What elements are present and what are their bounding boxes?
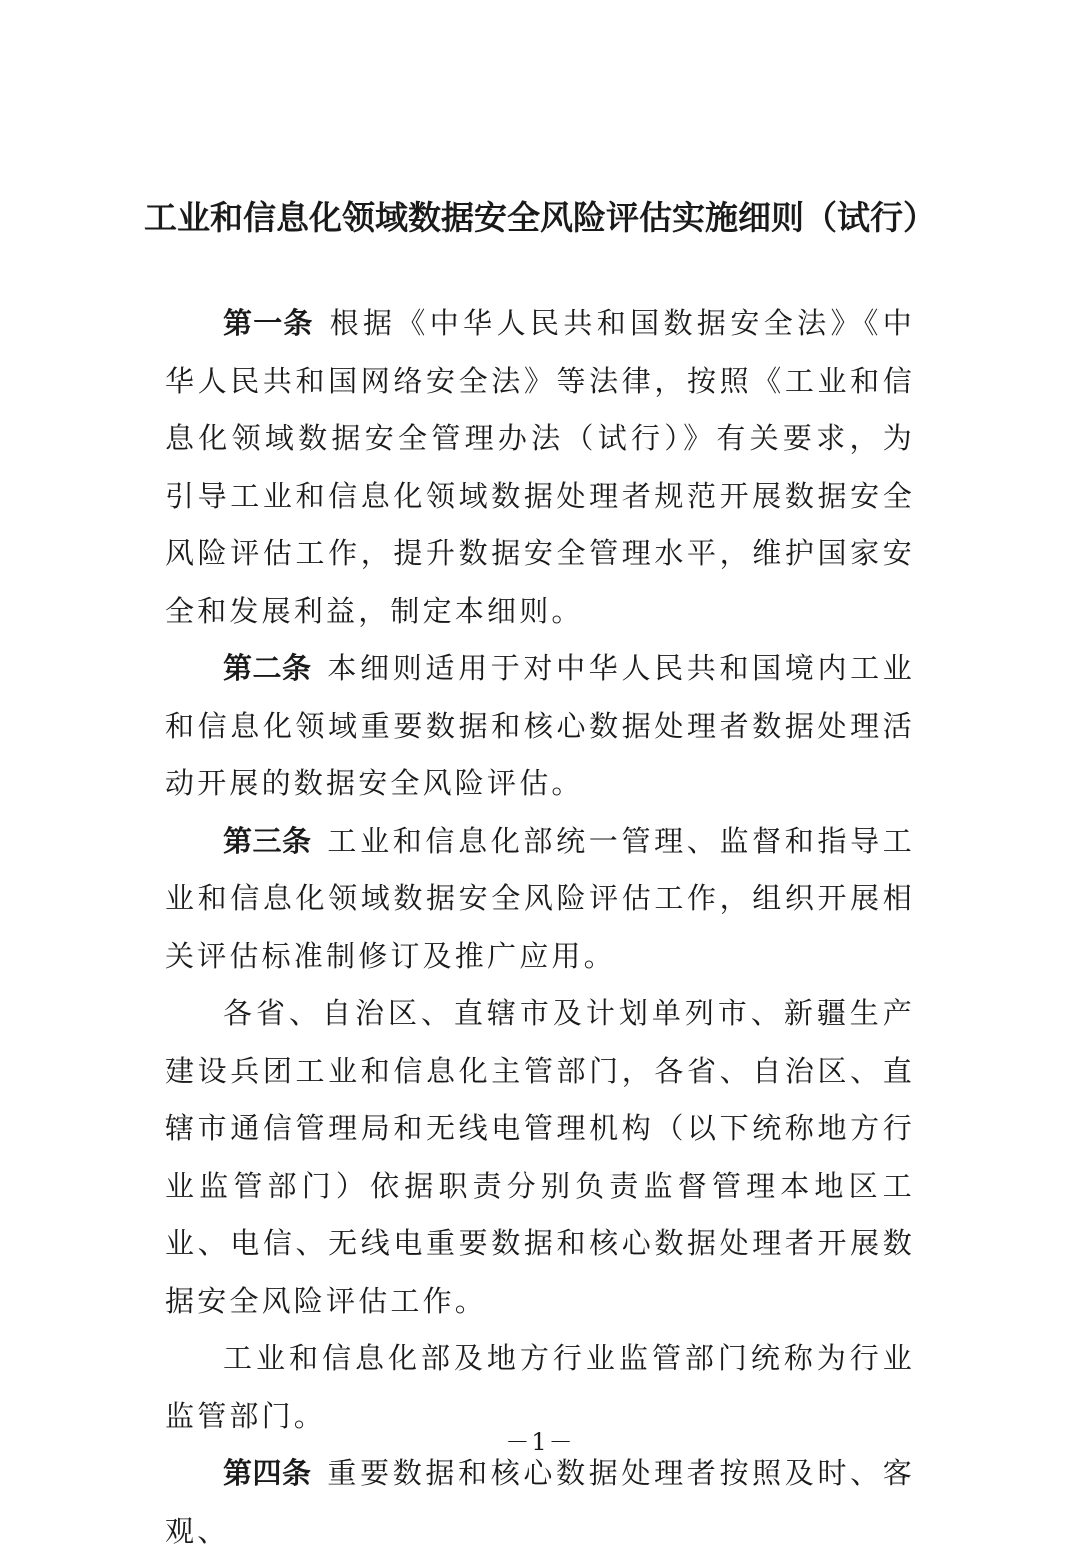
paragraph-text: 本细则适用于对中华人民共和国境内工业和信息化领域重要数据和核心数据处理者数据处理活动开展的数据安全风险评估。 [165,651,915,800]
paragraph-text: 各省、自治区、直辖市及计划单列市、新疆生产建设兵团工业和信息化主管部门，各省、自治区、直辖市通信管理局和无线电管理机构（以下统称地方行业监管部门）依据职责分别负责监督管理本地区工业、电信、无线电重要数据和核心数据处理者开展数据安全风险评估工作。 [165,996,915,1318]
article-label: 第四条 [223,1456,312,1490]
article-label: 第二条 [223,651,312,685]
page-number: －1－ [505,1428,575,1456]
paragraph-article-1 [165,295,915,640]
document-title: 工业和信息化领域数据安全风险评估实施细则（试行） [144,198,936,237]
paragraph-article-4 [165,1445,915,1560]
paragraph-text: 工业和信息化部统一管理、监督和指导工业和信息化领域数据安全风险评估工作，组织开展相关评估标准制修订及推广应用。 [165,823,915,973]
paragraph-article-3-cont-1 [165,985,915,1330]
paragraph-text: 重要数据和核心数据处理者按照及时、客观、 [165,1456,915,1548]
paragraph-text: 工业和信息化部及地方行业监管部门统称为行业监管部门。 [165,1341,915,1433]
article-label: 第一条 [223,306,314,340]
paragraph-text: 根据《中华人民共和国数据安全法》《中华人民共和国网络安全法》等法律，按照《工业和信息化领域数据安全管理办法（试行）》有关要求，为引导工业和信息化领域数据处理者规范开展数据安全风险评估工作，提升数据安全管理水平，维护国家安全和发展利益，制定本细则。 [165,306,915,628]
paragraph-article-2 [165,640,915,813]
document-body [165,295,915,1560]
paragraph-article-3 [165,813,915,986]
article-label: 第三条 [223,823,312,858]
